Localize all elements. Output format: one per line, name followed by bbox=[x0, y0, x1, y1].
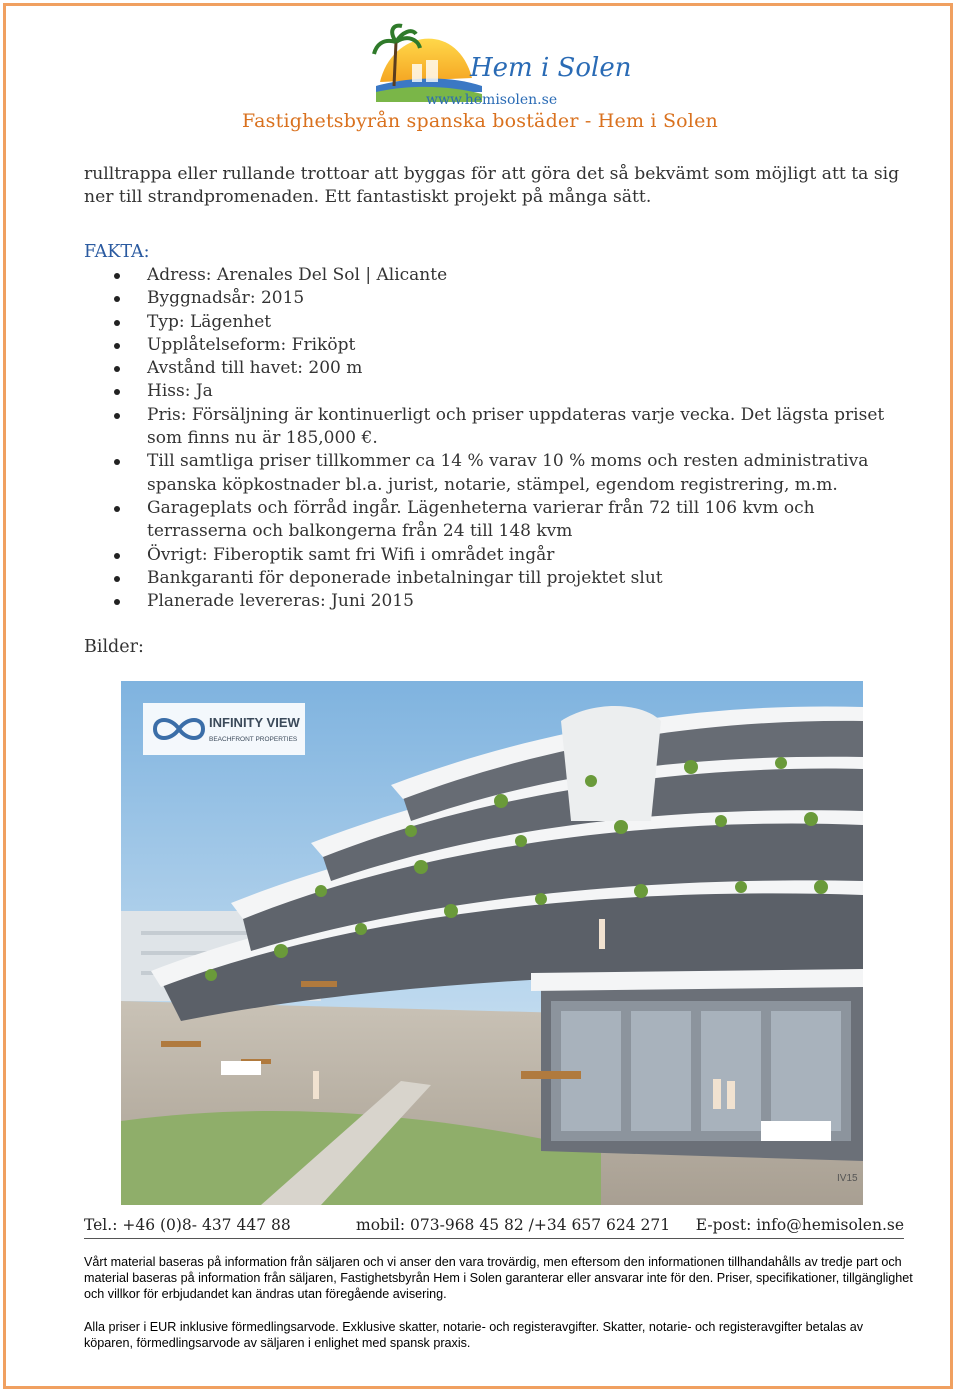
company-name: Fastighetsbyrån spanska bostäder - Hem i Solen bbox=[242, 110, 718, 132]
contact-tel: Tel.: +46 (0)8- 437 447 88 bbox=[84, 1216, 291, 1234]
bullet-icon bbox=[114, 506, 120, 512]
contact-mobil: mobil: 073-968 45 82 /+34 657 624 271 bbox=[356, 1216, 671, 1234]
fakta-heading: FAKTA: bbox=[84, 242, 150, 262]
fakta-item: Pris: Försäljning är kontinuerligt och priser uppdateras varje vecka. Det lägsta priset som finns nu är 185,000 €. bbox=[84, 404, 904, 451]
bullet-icon bbox=[114, 576, 120, 582]
bullet-icon bbox=[114, 553, 120, 559]
contact-divider bbox=[84, 1238, 904, 1239]
bullet-icon bbox=[114, 273, 120, 279]
bullet-icon bbox=[114, 599, 120, 605]
bullet-icon bbox=[114, 320, 120, 326]
intro-paragraph: rulltrappa eller rullande trottoar att byggas för att göra det så bekvämt som möjligt att ta sig ner till strandpromenaden. Ett fantastiskt projekt på många sätt. bbox=[84, 164, 900, 207]
fakta-item: Övrigt: Fiberoptik samt fri Wifi i området ingår bbox=[84, 544, 904, 567]
fakta-item: Adress: Arenales Del Sol | Alicante bbox=[84, 264, 904, 287]
fakta-item: Garageplats och förråd ingår. Lägenheterna varierar från 72 till 106 kvm och terrasserna och balkongerna från 24 till 148 kvm bbox=[84, 497, 904, 544]
fakta-list bbox=[84, 264, 904, 613]
bullet-icon bbox=[114, 366, 120, 372]
bullet-icon bbox=[114, 296, 120, 302]
bullet-icon bbox=[114, 389, 120, 395]
bilder-label: Bilder: bbox=[84, 637, 144, 657]
bullet-icon bbox=[114, 343, 120, 349]
render-corner-mark: IV15 bbox=[837, 1173, 858, 1184]
fakta-item: Till samtliga priser tillkommer ca 14 % varav 10 % moms och resten administrativa spanska köpkostnader bl.a. jurist, notarie, stämpel, egendom registrering, m.m. bbox=[84, 450, 904, 497]
disclaimer-paragraph: Vårt material baseras på information från säljaren och vi anser den vara trovärdig, men eftersom den informationen tillhandahålls av tredje part och material baseras på information från säljaren, Fastighetsbyrån Hem i Solen garanterar eller ansvarar inte för den. Priser, specifikationer, tillgänglighet och villkor för erbjudandet kan ändras utan föregående avisering. bbox=[84, 1255, 913, 1301]
fakta-item: Planerade levereras: Juni 2015 bbox=[84, 590, 904, 613]
fakta-item: Avstånd till havet: 200 m bbox=[84, 357, 904, 380]
fakta-item: Bankgaranti för deponerade inbetalningar till projektet slut bbox=[84, 567, 904, 590]
contact-row bbox=[84, 1216, 904, 1238]
bullet-icon bbox=[114, 413, 120, 419]
infinity-view-title: INFINITY VIEW bbox=[209, 715, 300, 730]
fakta-item: Upplåtelseform: Friköpt bbox=[84, 334, 904, 357]
fakta-item: Byggnadsår: 2015 bbox=[84, 287, 904, 310]
contact-email: E-post: info@hemisolen.se bbox=[695, 1216, 904, 1234]
building-render-image bbox=[121, 681, 863, 1205]
infinity-view-logo bbox=[143, 703, 305, 755]
logo-url: www.hemisolen.se bbox=[426, 92, 558, 108]
hem-i-solen-logo bbox=[372, 20, 632, 108]
fakta-item: Typ: Lägenhet bbox=[84, 311, 904, 334]
bullet-icon bbox=[114, 459, 120, 465]
fakta-item: Hiss: Ja bbox=[84, 380, 904, 403]
logo-title: Hem i Solen bbox=[470, 53, 632, 83]
pricing-note: Alla priser i EUR inklusive förmedlingsarvode. Exklusive skatter, notarie- och registeravgifter. Skatter, notarie- och registeravgifter betalas av köparen, förmedlingsarvode av säljaren i enlighet med spansk praxis. bbox=[84, 1320, 864, 1350]
infinity-view-subtitle: BEACHFRONT PROPERTIES bbox=[209, 736, 298, 743]
